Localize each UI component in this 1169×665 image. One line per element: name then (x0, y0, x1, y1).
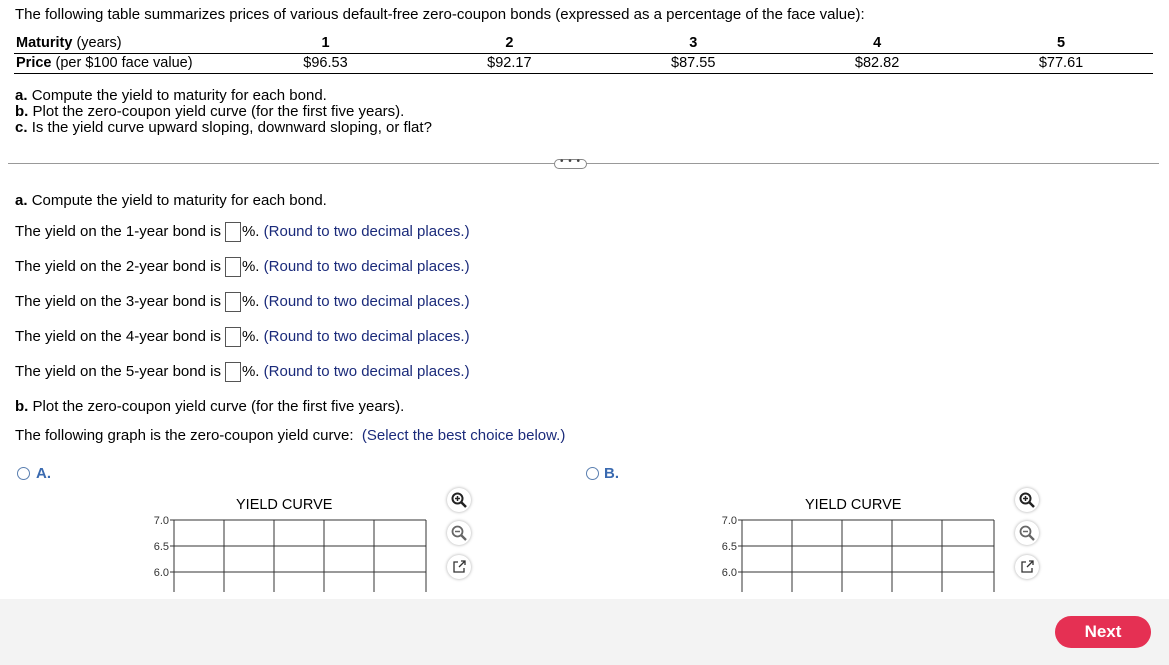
maturity-cell: 5 (969, 34, 1153, 54)
option-a-tick: 7.0 (153, 515, 169, 527)
option-a-tick: 6.0 (153, 567, 169, 579)
maturity-cell: 4 (785, 34, 969, 54)
yield-row-2: The yield on the 2-year bond is %. (Round to two decimal places.) (15, 258, 470, 276)
price-cell: $87.55 (601, 54, 785, 74)
zoom-out-icon (1019, 525, 1035, 541)
part-a-heading: a. Compute the yield to maturity for each bond. (15, 192, 327, 209)
popout-icon (1019, 559, 1035, 575)
option-b-popout-button[interactable] (1015, 555, 1039, 579)
option-b-chart (708, 512, 1008, 592)
part-b-prompt: The following graph is the zero-coupon yield curve: (Select the best choice below.) (15, 427, 566, 444)
maturity-cell: 1 (234, 34, 418, 54)
option-a-chart (140, 512, 440, 592)
yield-input-3[interactable] (225, 292, 241, 312)
maturity-row (14, 34, 1153, 54)
yield-input-1[interactable] (225, 222, 241, 242)
zoom-in-icon (1019, 492, 1035, 508)
price-row (14, 54, 1153, 74)
price-cell: $96.53 (234, 54, 418, 74)
yield-input-5[interactable] (225, 362, 241, 382)
intro-text: The following table summarizes prices of various default-free zero-coupon bonds (expressed as a percentage of the face value): (15, 6, 865, 23)
next-button[interactable]: Next (1055, 616, 1151, 648)
option-b-label[interactable]: B. (604, 465, 619, 482)
yield-row-4: The yield on the 4-year bond is %. (Round to two decimal places.) (15, 328, 470, 346)
price-cell: $92.17 (417, 54, 601, 74)
option-a-zoom-out-button[interactable] (447, 521, 471, 545)
question-c: c. Is the yield curve upward sloping, downward sloping, or flat? (15, 119, 432, 136)
price-table (14, 34, 1153, 74)
maturity-label: Maturity (years) (14, 34, 234, 54)
question-a: a. Compute the yield to maturity for each bond. (15, 87, 327, 104)
option-a-zoom-in-button[interactable] (447, 488, 471, 512)
yield-row-5: The yield on the 5-year bond is %. (Round to two decimal places.) (15, 363, 470, 381)
yield-row-1: The yield on the 1-year bond is %. (Round to two decimal places.) (15, 223, 470, 241)
option-a-radio[interactable] (17, 467, 30, 480)
expand-button[interactable]: • • • (554, 159, 587, 169)
yield-input-4[interactable] (225, 327, 241, 347)
option-a-popout-button[interactable] (447, 555, 471, 579)
option-b-tick: 6.5 (721, 541, 737, 553)
option-b-tick: 7.0 (721, 515, 737, 527)
question-b: b. Plot the zero-coupon yield curve (for the first five years). (15, 103, 405, 120)
option-b-tick: 6.0 (721, 567, 737, 579)
yield-input-2[interactable] (225, 257, 241, 277)
price-label: Price (per $100 face value) (14, 54, 234, 74)
option-b-radio[interactable] (586, 467, 599, 480)
maturity-cell: 3 (601, 34, 785, 54)
footer-bar (0, 599, 1169, 665)
option-b-zoom-out-button[interactable] (1015, 521, 1039, 545)
option-a-chart-title: YIELD CURVE (236, 497, 333, 513)
option-b-zoom-in-button[interactable] (1015, 488, 1039, 512)
zoom-in-icon (451, 492, 467, 508)
option-a-tick: 6.5 (153, 541, 169, 553)
option-b-chart-title: YIELD CURVE (805, 497, 902, 513)
popout-icon (451, 559, 467, 575)
yield-row-3: The yield on the 3-year bond is %. (Round to two decimal places.) (15, 293, 470, 311)
maturity-cell: 2 (417, 34, 601, 54)
price-cell: $82.82 (785, 54, 969, 74)
part-b-heading: b. Plot the zero-coupon yield curve (for the first five years). (15, 398, 405, 415)
price-cell: $77.61 (969, 54, 1153, 74)
zoom-out-icon (451, 525, 467, 541)
option-a-label[interactable]: A. (36, 465, 51, 482)
